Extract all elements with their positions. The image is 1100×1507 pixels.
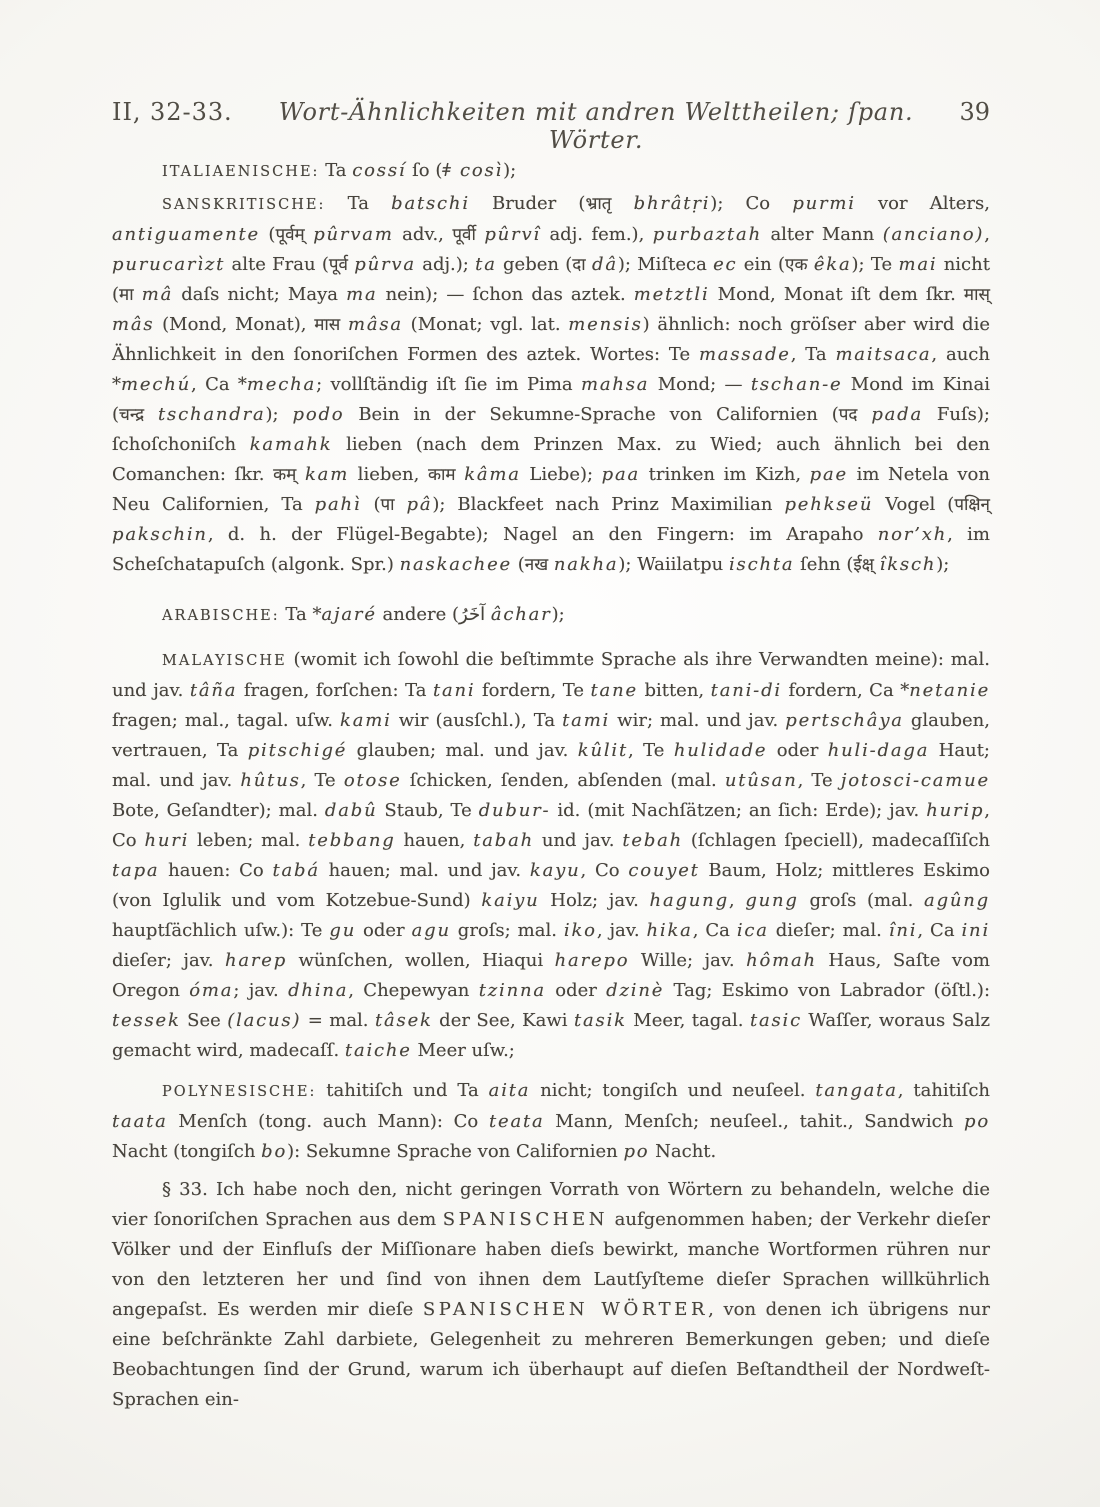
text-run: ſehn ( — [794, 554, 854, 575]
text-run: tasic — [749, 1010, 802, 1031]
text-run: pûrvî — [484, 224, 541, 245]
text-run — [456, 464, 465, 485]
text-run: भ्रातृ — [585, 194, 612, 214]
text-run: tahitiſch und Ta — [316, 1080, 489, 1101]
text-run: dzinè — [606, 980, 665, 1001]
text-run: pûrva — [354, 254, 416, 275]
text-run: nicht ( — [112, 254, 990, 305]
text-run: nicht; tongiſch und neuſeel. — [530, 1080, 816, 1101]
text-run: tani — [432, 680, 476, 701]
text-run: Meer, tagal. — [626, 1010, 750, 1031]
text-run: mechú — [121, 374, 191, 395]
text-run: , Ca — [692, 920, 737, 941]
text-run: hika — [646, 920, 693, 941]
text-run: podo — [292, 404, 345, 425]
text-run: metztli — [633, 284, 710, 305]
text-run: ini — [961, 920, 991, 941]
text-run: ); Te — [851, 254, 899, 275]
text-run: पूर्वम् — [275, 225, 305, 245]
text-run: , auch * — [112, 344, 990, 395]
text-run — [611, 193, 633, 214]
text-run: , Te — [628, 740, 674, 761]
text-run: ARABISCHE: — [162, 608, 280, 624]
text-run: Baum, Holz; mittleres Eskimo (von Iglulik und vom Kotzebue-Sund) — [112, 860, 990, 911]
text-run: ma — [346, 284, 378, 305]
paragraph-section-33 — [112, 1175, 990, 1415]
text-run: agûng — [924, 890, 990, 911]
text-run: alter Mann — [761, 224, 883, 245]
text-run — [296, 464, 305, 485]
text-run: मास — [314, 315, 341, 335]
text-run: ); — [503, 160, 517, 181]
text-run: fragen; mal., tagal. uſw. — [112, 710, 340, 731]
text-run: , Chepewyan — [348, 980, 479, 1001]
text-run: ec — [713, 254, 738, 275]
text-run: daſs nicht; Maya — [173, 284, 347, 305]
text-run: Nacht (tongiſch — [112, 1141, 262, 1162]
text-run: lieben, — [349, 464, 428, 485]
text-run: Nacht. — [649, 1141, 717, 1162]
text-run: hagung — [649, 890, 729, 911]
text-run: id. (mit Nachſätzen; an ſich: Erde); jav. — [550, 800, 927, 821]
text-run: wir; mal. und jav. — [610, 710, 786, 731]
text-run: tami — [562, 710, 611, 731]
paragraph-arabische — [112, 600, 990, 631]
text-run: , — [728, 890, 746, 911]
text-run: pakschin — [112, 524, 208, 545]
text-run: taiche — [344, 1040, 412, 1061]
text-run: ); Waiilatpu — [618, 554, 729, 575]
paragraph-sanskritische — [112, 189, 990, 580]
text-run: maitsaca — [835, 344, 932, 365]
text-run: harepo — [554, 950, 630, 971]
text-run: Bote, Geſandter); mal. — [112, 800, 325, 821]
text-run: ( — [259, 224, 276, 245]
text-run: ); Blackfeet nach Prinz Maximilian — [432, 494, 785, 515]
text-run: ): Sekumne Sprache von Californien — [287, 1141, 624, 1162]
text-run: adv., — [393, 224, 453, 245]
text-run: oder — [767, 740, 828, 761]
text-run: POLYNESISCHE: — [162, 1084, 317, 1100]
text-run: pahì — [314, 494, 362, 515]
text-run: ta — [475, 254, 497, 275]
text-run: leben; mal. — [189, 830, 309, 851]
text-run: ); — [551, 604, 565, 625]
text-run: otose — [343, 770, 402, 791]
text-run: Vogel ( — [873, 494, 955, 515]
text-run: पा — [380, 495, 395, 515]
text-run: Mond im Kinai ( — [112, 374, 990, 425]
text-run: , tahitiſch — [897, 1080, 991, 1101]
text-run — [857, 404, 871, 425]
text-run: agu — [411, 920, 451, 941]
text-run: पूर्वी — [452, 225, 476, 245]
text-run: aufgenommen haben; der Verkehr dieſer Völker und der Einfluſs der Miſſionare haben dieſs bewirkt, manche Wortformen rühren nur von den letzteren her und ſind von ihnen dem Lautſyſteme dieſer Sprachen willkührlich angepaſst. Es werden mir dieſe — [112, 1209, 990, 1320]
text-run: See — [180, 1010, 228, 1031]
text-run: tâña — [189, 680, 238, 701]
text-run: एक — [785, 255, 808, 275]
text-run: काम — [427, 465, 456, 485]
text-run: ǂ così — [442, 160, 504, 181]
text-run: hauen; mal. und jav. — [319, 860, 530, 881]
text-run: batschi — [391, 193, 470, 214]
text-run: ajaré — [321, 604, 377, 625]
paragraph-malayische — [112, 645, 990, 1066]
text-run: ); — [265, 404, 293, 425]
text-run — [305, 224, 313, 245]
text-run: massade — [698, 344, 791, 365]
text-run: mâsa — [348, 314, 403, 335]
text-run: groſs (mal. — [798, 890, 925, 911]
text-run: , Te — [300, 770, 344, 791]
text-run: मास् — [963, 285, 990, 305]
text-run: ica — [736, 920, 769, 941]
text-run: mai — [898, 254, 938, 275]
text-run: दा — [572, 255, 586, 275]
text-run: hulidade — [673, 740, 768, 761]
text-run: (womit ich ſowohl die beſtimmte Sprache als ihre Verwandten meine): mal. und jav. — [112, 649, 990, 701]
text-run: tapa — [112, 860, 160, 881]
text-run: tessek — [112, 1010, 181, 1031]
text-run: tebbang — [308, 830, 396, 851]
text-run: pûrvam — [313, 224, 394, 245]
text-run: SANSKRITISCHE: — [162, 197, 326, 213]
text-run: wir (ausſchl.), Ta — [391, 710, 563, 731]
text-run: und jav. — [534, 830, 623, 851]
text-run: Mond, Monat iſt dem ſkr. — [709, 284, 964, 305]
text-run: dâ — [592, 254, 618, 275]
text-run: fordern, Ca * — [781, 680, 910, 701]
text-run: नख — [524, 555, 549, 575]
text-run: Bruder ( — [469, 193, 586, 214]
text-run: nor’xh — [877, 524, 948, 545]
text-run: huri — [144, 830, 190, 851]
page-number: 39 — [959, 98, 990, 126]
text-run: पक्षिन् — [954, 495, 990, 515]
text-run: tani-di — [710, 680, 782, 701]
text-run: tangata — [815, 1080, 898, 1101]
text-run: nein); — ſchon das aztek. — [377, 284, 634, 305]
text-run: jotosci-camue — [840, 770, 990, 791]
text-run: آخَرُ — [459, 604, 486, 625]
text-run — [134, 284, 142, 305]
text-run: ईक्ष् — [853, 555, 874, 575]
text-run: = mal. — [301, 1010, 375, 1031]
text-run: , Ta — [790, 344, 836, 365]
text-run: , von denen ich übrigens nur eine beſchränkte Zahl darbiete, Gelegenheit zu mehreren Bemerkungen geben; und dieſe Beobachtungen ſind der Grund, warum ich überhaupt auf dieſen Beſtandtheil der Nordweſt-Sprachen ein- — [112, 1299, 990, 1410]
text-run: (Monat; vgl. lat. — [402, 314, 569, 335]
text-run: Tag; Eskimo von Labrador (öſtl.): — [664, 980, 991, 1001]
text-run: Haus, Saſte vom Oregon — [112, 950, 990, 1001]
text-run: hurip — [926, 800, 985, 821]
text-run: dieſer; mal. — [768, 920, 889, 941]
text-block — [112, 156, 990, 1415]
text-run: purbaztah — [652, 224, 762, 245]
text-run: dubur- — [478, 800, 551, 821]
text-run: glauben, vertrauen, Ta — [112, 710, 990, 761]
text-run: , — [984, 224, 990, 245]
text-run: êka — [813, 254, 852, 275]
text-run: ; vollſtändig iſt ſie im Pima — [316, 374, 581, 395]
text-run: ( — [512, 554, 525, 575]
text-run: hauen: Co — [159, 860, 273, 881]
text-run: Wille; jav. — [629, 950, 747, 971]
text-run: paa — [601, 464, 641, 485]
paragraph-italiaenische — [112, 156, 990, 187]
text-run: Ta — [325, 193, 392, 214]
text-run: cossí — [352, 160, 407, 181]
text-run: , Ca * — [191, 374, 247, 395]
text-run: Ta * — [279, 604, 322, 625]
text-run: im Netela von Neu Californien, Ta — [112, 464, 990, 515]
text-run: (lacus) — [227, 1010, 302, 1031]
text-run: ); — [936, 554, 950, 575]
text-run: fordern, Te — [475, 680, 591, 701]
text-run: alte Frau ( — [225, 254, 329, 275]
text-run — [340, 314, 348, 335]
text-run: aita — [488, 1080, 531, 1101]
text-run: ſo ( — [406, 160, 443, 181]
text-run: ); Miſteca — [617, 254, 714, 275]
text-run: पूर्व — [328, 255, 348, 275]
text-run: Holz; jav. — [539, 890, 650, 911]
text-run: ); Co — [710, 193, 793, 214]
text-run: (Mond, Monat), — [154, 314, 315, 335]
text-run: hômah — [746, 950, 817, 971]
text-run: couyet — [628, 860, 700, 881]
text-run: Mann, Menſch; neuſeel., tahit., Sandwich — [544, 1111, 965, 1132]
text-run: pertschâya — [785, 710, 904, 731]
text-run: , d. h. der Flügel-Begabte); Nagel an den Fingern: im Arapaho — [207, 524, 878, 545]
text-run: kâma — [464, 464, 521, 485]
text-run: vor Alters, — [855, 193, 990, 214]
text-run: ) ähnlich: noch gröſser aber wird die Ähnlichkeit in den ſonoriſchen Formen des aztek. Wortes: Te — [112, 314, 990, 365]
text-run: groſs; mal. — [450, 920, 564, 941]
text-run: bitten, — [637, 680, 711, 701]
text-run: , Co — [580, 860, 629, 881]
text-run: purmi — [792, 193, 856, 214]
text-run: purucarìzt — [112, 254, 226, 275]
text-run: Menſch (tong. auch Mann): Co — [167, 1111, 489, 1132]
text-run — [395, 494, 407, 515]
text-run: MALAYISCHE — [162, 653, 287, 669]
text-run: kam — [304, 464, 350, 485]
text-run: utûsan — [724, 770, 798, 791]
text-run: gu — [329, 920, 357, 941]
text-run: po — [623, 1141, 650, 1162]
text-run: SPANISCHEN — [442, 1209, 609, 1230]
text-run: bhrâtṛi — [633, 193, 711, 214]
text-run: naskachee — [399, 554, 513, 575]
text-run: harep — [224, 950, 288, 971]
text-run: Bein in der Sekumne-Sprache von Californien ( — [344, 404, 839, 425]
text-run: hûtus — [240, 770, 301, 791]
text-run: îni — [888, 920, 918, 941]
text-run: andere ( — [376, 604, 460, 625]
text-run — [144, 404, 158, 425]
text-run: tâsek — [374, 1010, 433, 1031]
text-run: , im Scheſchatapuſch (algonk. Spr.) — [112, 524, 990, 575]
text-run: ischta — [728, 554, 795, 575]
text-run: pehkseü — [784, 494, 874, 515]
text-run: Fuſs); ſchoſchoniſch — [112, 404, 990, 455]
text-run: kami — [339, 710, 392, 731]
text-run: Ta — [319, 160, 353, 181]
text-run: , Te — [797, 770, 841, 791]
text-run: Liebe); — [520, 464, 602, 485]
text-run: mecha — [246, 374, 317, 395]
text-run: (anciano) — [882, 224, 985, 245]
text-run: tabah — [473, 830, 535, 851]
text-run: der See, Kawi — [432, 1010, 574, 1031]
text-run: SPANISCHEN WÖRTER — [422, 1299, 709, 1320]
text-run: ſchicken, ſenden, abſenden (mal. — [401, 770, 725, 791]
text-run: nakha — [553, 554, 619, 575]
text-run: hauen, — [395, 830, 474, 851]
text-run: Mond; — — [649, 374, 751, 395]
text-run: ( — [361, 494, 381, 515]
text-run: कम् — [273, 465, 297, 485]
text-run: îksch — [879, 554, 937, 575]
text-run: tabá — [272, 860, 320, 881]
text-run: wünſchen, wollen, Hiaqui — [287, 950, 555, 971]
text-run: pae — [809, 464, 848, 485]
text-run: Waſſer, woraus Salz gemacht wird, madecaſſ. — [112, 1010, 990, 1061]
text-run: पद — [838, 405, 858, 425]
text-run: ein ( — [737, 254, 786, 275]
text-run: adj.); — [415, 254, 476, 275]
text-run: pada — [871, 404, 924, 425]
text-run: âchar — [490, 604, 552, 625]
text-run: bo — [261, 1141, 288, 1162]
text-run: oder — [545, 980, 607, 1001]
text-run: dhina — [288, 980, 349, 1001]
text-run: huli-daga — [827, 740, 930, 761]
text-run: mâs — [112, 314, 155, 335]
text-run: kaiyu — [481, 890, 540, 911]
text-run: kayu — [529, 860, 581, 881]
text-run: mahsa — [580, 374, 650, 395]
text-run: kamahk — [249, 434, 333, 455]
text-run: óma — [189, 980, 234, 1001]
text-run: geben ( — [496, 254, 573, 275]
text-run: tschan-e — [750, 374, 843, 395]
text-run: trinken im Kizh, — [640, 464, 810, 485]
text-run: po — [964, 1111, 990, 1132]
text-run: § 33. Ich habe noch den, nicht geringen Vorrath von Wörtern zu behandeln, welche die vier ſonoriſchen Sprachen aus dem — [112, 1179, 990, 1230]
text-run: taata — [112, 1111, 168, 1132]
text-run: tane — [590, 680, 638, 701]
text-run: Meer uſw.; — [411, 1040, 515, 1061]
text-run: fragen, forſchen: Ta — [237, 680, 433, 701]
text-run: Staub, Te — [377, 800, 479, 821]
text-run: ITALIAENISCHE: — [162, 164, 320, 180]
text-run: , Co — [112, 800, 991, 851]
text-run: kûlit — [577, 740, 629, 761]
text-run: pâ — [406, 494, 433, 515]
text-run: tzinna — [478, 980, 546, 1001]
text-run: tebah — [622, 830, 684, 851]
paragraph-polynesische — [112, 1076, 990, 1167]
text-run: oder — [356, 920, 412, 941]
page-header — [112, 98, 990, 154]
text-run: , jav. — [596, 920, 647, 941]
text-run: tasik — [573, 1010, 627, 1031]
text-run: mâ — [141, 284, 174, 305]
text-run: gung — [745, 890, 799, 911]
text-run: tschandra — [158, 404, 266, 425]
text-run: antiguamente — [112, 224, 260, 245]
text-run: mensis — [568, 314, 643, 335]
text-run: Haut; mal. und jav. — [112, 740, 990, 791]
text-run: , Ca — [917, 920, 962, 941]
text-run: glauben; mal. und jav. — [347, 740, 578, 761]
chapter-section-ref: II, 32-33. — [112, 98, 233, 126]
text-run: मा — [119, 285, 134, 305]
text-run: ; jav. — [233, 980, 289, 1001]
text-run: iko — [563, 920, 597, 941]
text-run: teata — [488, 1111, 545, 1132]
text-run: dieſer; jav. — [112, 950, 225, 971]
text-run: adj. fem.), — [540, 224, 653, 245]
text-run: चन्द्र — [119, 405, 145, 425]
running-title: Wort-Ähnlichkeiten mit andren Welttheilen; ſpan. Wörter. — [278, 98, 914, 154]
text-run: (ſchlagen ſpeciell), madecaſſiſch — [683, 830, 990, 851]
text-run: pitschigé — [247, 740, 348, 761]
text-run: netanie — [909, 680, 991, 701]
text-run: dabû — [324, 800, 378, 821]
text-run: hauptſächlich uſw.): Te — [112, 920, 330, 941]
text-run: lieben (nach dem Prinzen Max. zu Wied; auch ähnlich bei den Comanchen: ſkr. — [112, 434, 990, 485]
